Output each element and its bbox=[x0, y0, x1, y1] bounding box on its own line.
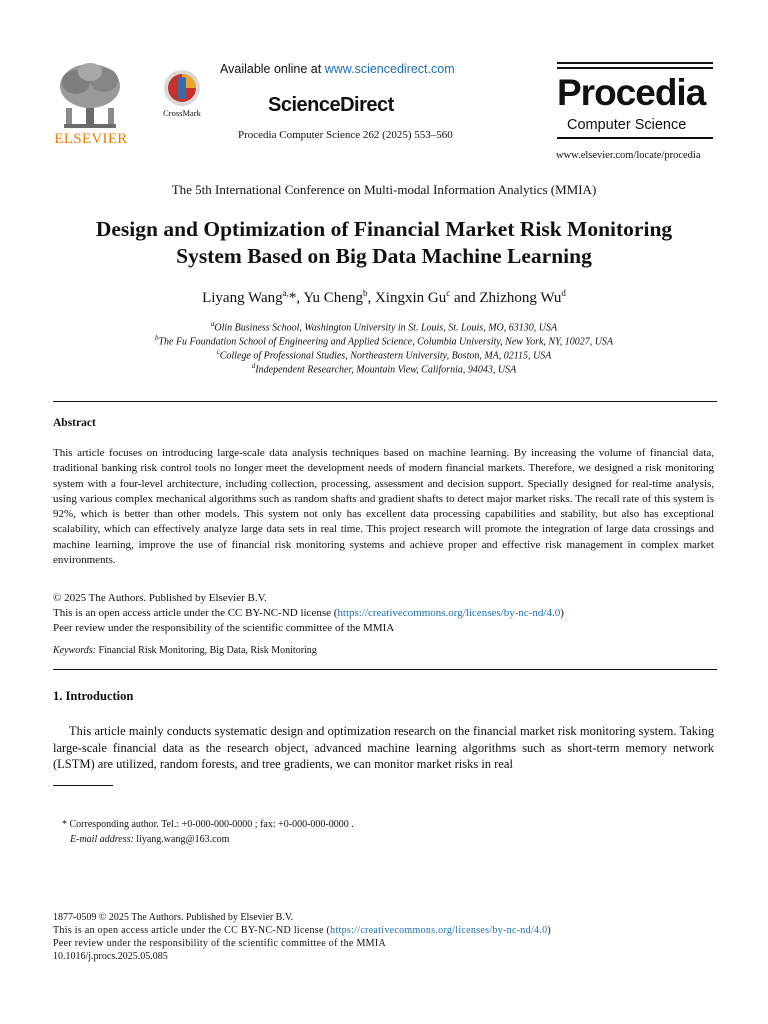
sciencedirect-link[interactable]: www.sciencedirect.com bbox=[324, 62, 455, 76]
procedia-url[interactable]: www.elsevier.com/locate/procedia bbox=[556, 150, 701, 161]
author-sep: and bbox=[450, 290, 480, 306]
journal-reference: Procedia Computer Science 262 (2025) 553–560 bbox=[238, 129, 453, 141]
abstract-top-rule bbox=[53, 401, 717, 402]
email-label: E-mail address: bbox=[70, 834, 134, 845]
affiliation-c bbox=[0, 348, 768, 361]
footer-license-line bbox=[53, 925, 551, 936]
available-prefix: Available online at bbox=[220, 62, 325, 76]
footer-license-link[interactable]: https://creativecommons.org/licenses/by-nc-nd/4.0 bbox=[330, 925, 548, 936]
license-prefix: This is an open access article under the CC BY-NC-ND license ( bbox=[53, 607, 338, 619]
affil-sup: d bbox=[251, 362, 256, 370]
author-name: Xingxin Gu bbox=[374, 290, 447, 306]
author-name: Yu Cheng bbox=[303, 290, 363, 306]
author-sep: , bbox=[367, 290, 375, 306]
author-affil-sup: b bbox=[362, 288, 368, 298]
conference-name: The 5th International Conference on Multi-modal Information Analytics (MMIA) bbox=[171, 182, 597, 197]
title-line-2: System Based on Big Data Machine Learning bbox=[176, 244, 592, 268]
affil-text: Olin Business School, Washington University in St. Louis, St. Louis, MO, 63130, USA bbox=[214, 322, 558, 334]
available-online bbox=[220, 62, 455, 76]
author-name: Liyang Wang bbox=[202, 290, 283, 306]
issn-line: 1877-0509 © 2025 The Authors. Published by Elsevier B.V. bbox=[53, 912, 294, 923]
author-name: Zhizhong Wu bbox=[479, 290, 562, 306]
affil-text: Independent Researcher, Mountain View, California, 94043, USA bbox=[255, 364, 517, 376]
abstract-heading: Abstract bbox=[53, 417, 96, 429]
affil-text: College of Professional Studies, Northeastern University, Boston, MA, 02115, USA bbox=[219, 350, 552, 362]
abstract-bottom-rule bbox=[53, 669, 717, 670]
affil-sup: b bbox=[154, 334, 159, 342]
copyright-line: © 2025 The Authors. Published by Elsevier B.V. bbox=[53, 592, 267, 604]
footnote-rule bbox=[53, 785, 113, 786]
affil-sup: c bbox=[216, 348, 220, 356]
keywords-label: Keywords: bbox=[53, 645, 96, 656]
license-line bbox=[53, 606, 564, 620]
corresponding-author-note: * Corresponding author. Tel.: +0-000-000-0000 ; fax: +0-000-000-0000 . bbox=[62, 819, 354, 830]
paper-title bbox=[40, 216, 728, 270]
license-link[interactable]: https://creativecommons.org/licenses/by-nc-nd/4.0 bbox=[337, 607, 561, 619]
affiliation-a bbox=[0, 320, 768, 333]
email-note bbox=[70, 834, 229, 845]
procedia-subtitle: Computer Science bbox=[567, 117, 687, 133]
procedia-title: Procedia bbox=[557, 72, 706, 113]
abstract-text: This article focuses on introducing large-scale data analysis techniques based on machine learning. By increasing the volume of financial data, traditional banking risk control tools no longer meet the development needs of modern financial markets. Therefore, we designed a risk monitoring system with a four-level architecture, including collection, processing, assessment and decision support. Specially designed for real-time analysis, using various complex mechanical algorithms such as random shafts and gradient shafts to detect major market risks. The recall rate of this system is 92%, which is better than other models. This system not only has excellent data processing capabilities and stability, but also has exceptional scalability, which can effectively analyze large data sets in real time. This project research will promote the integration of large data crossings and machine learning, improve the use of financial risk monitoring systems and achieve proper and effective risk management in complex market environments. bbox=[53, 447, 714, 567]
publisher-name: ELSEVIER bbox=[54, 131, 128, 147]
procedia-logo bbox=[557, 62, 713, 140]
title-line-1: Design and Optimization of Financial Market Risk Monitoring bbox=[95, 217, 673, 241]
email-address[interactable]: liyang.wang@163.com bbox=[133, 834, 230, 845]
author-affil-sup: d bbox=[561, 288, 566, 298]
license-suffix: ) bbox=[560, 607, 564, 619]
keywords-list: Financial Risk Monitoring, Big Data, Risk Monitoring bbox=[95, 645, 317, 656]
footer-license-prefix: This is an open access article under the CC BY-NC-ND license ( bbox=[53, 925, 331, 936]
affil-sup: a bbox=[210, 320, 215, 328]
author-affil-sup: a, bbox=[282, 288, 289, 298]
peer-review-line: Peer review under the responsibility of the scientific committee of the MMIA bbox=[53, 622, 395, 634]
footer-license-suffix: ) bbox=[547, 925, 552, 936]
affiliation-d bbox=[0, 362, 768, 375]
author-sep: *, bbox=[288, 290, 304, 306]
keywords-line bbox=[53, 645, 317, 656]
section-heading-introduction: 1. Introduction bbox=[53, 689, 134, 703]
crossmark-label: CrossMark bbox=[163, 108, 201, 118]
doi-line[interactable]: 10.1016/j.procs.2025.05.085 bbox=[53, 951, 168, 962]
introduction-paragraph: This article mainly conducts systematic design and optimization research on the financial market risk monitoring system. Taking large-scale financial data as the research object, advanced machine learning algorithms such as short-term memory network (LSTM) are utilized, random forests, and tree gradients, we can monitor market risks in real bbox=[53, 724, 714, 771]
affiliation-b bbox=[0, 334, 768, 347]
author-list bbox=[0, 288, 768, 307]
footer-peer-review: Peer review under the responsibility of the scientific committee of the MMIA bbox=[53, 938, 386, 949]
affil-text: The Fu Foundation School of Engineering and Applied Science, Columbia University, New York, NY, 10027, USA bbox=[158, 336, 614, 348]
author-affil-sup: c bbox=[446, 288, 451, 298]
sciencedirect-wordmark: ScienceDirect bbox=[268, 94, 394, 116]
